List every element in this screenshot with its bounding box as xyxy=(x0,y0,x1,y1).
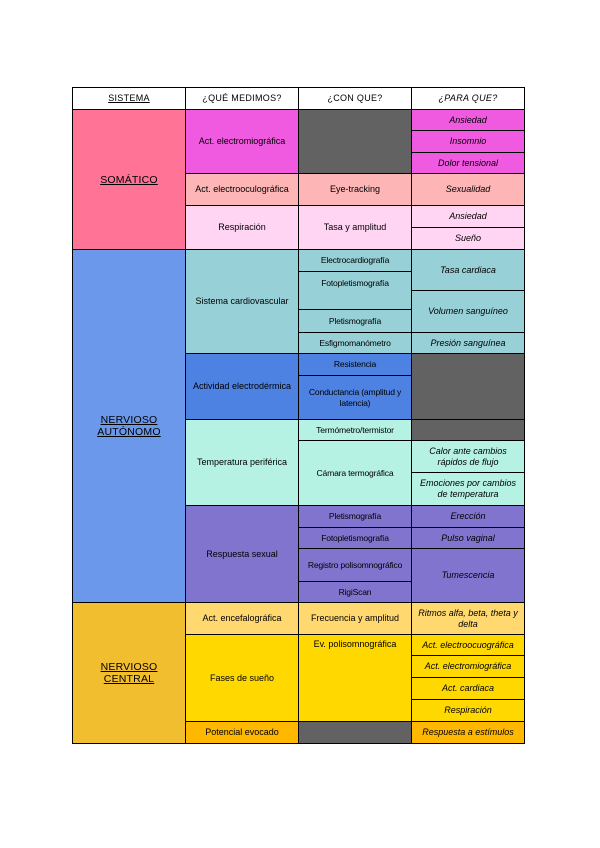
measure-electrodermal: Actividad electrodérmica xyxy=(185,353,299,420)
system-autonomo xyxy=(72,249,186,603)
header-sistema: SISTEMA xyxy=(72,87,186,110)
instrument-sphygmomanometer: Esfigmomanómetro xyxy=(298,332,412,354)
measure-eeg: Act. encefalográfica xyxy=(185,602,299,635)
measure-cardiovascular: Sistema cardiovascular xyxy=(185,249,299,354)
instrument-thermometer: Termómetro/termistor xyxy=(298,419,412,441)
instrument-frequency-amplitude: Frecuencia y amplitud xyxy=(298,602,412,635)
instrument-plethysmography: Pletismografía xyxy=(298,309,412,333)
system-central-line1: NERVIOSO xyxy=(100,661,158,673)
classification-table xyxy=(73,88,525,744)
purpose-ansiedad-resp: Ansiedad xyxy=(411,205,525,228)
instrument-conductance: Conductancia (amplitud y latencia) xyxy=(298,375,412,420)
measure-sexual-response: Respuesta sexual xyxy=(185,505,299,603)
header-con-que: ¿CON QUE? xyxy=(298,87,412,110)
purpose-sueno: Sueño xyxy=(411,227,525,250)
purpose-tumescence: Tumescencia xyxy=(411,548,525,603)
instrument-polysomnographic-eval: Ev. polisomnográfica xyxy=(298,634,412,722)
purpose-blood-pressure: Presión sanguínea xyxy=(411,332,525,354)
purpose-eog: Act. electroocuográfica xyxy=(411,634,525,656)
purpose-empty-eda xyxy=(411,353,525,420)
instrument-rigiscan: RigiScan xyxy=(298,581,412,603)
purpose-vaginal-pulse: Pulso vaginal xyxy=(411,527,525,549)
measure-sleep-phases: Fases de sueño xyxy=(185,634,299,722)
instrument-eye-tracking: Eye-tracking xyxy=(298,173,412,206)
purpose-dolor-tensional: Dolor tensional xyxy=(411,152,525,174)
system-central-line2: CENTRAL xyxy=(103,673,155,685)
purpose-emg: Act. electromiográfica xyxy=(411,655,525,678)
purpose-erection: Erección xyxy=(411,505,525,528)
instrument-empty-evoked xyxy=(298,721,412,744)
system-autonomo-line1: NERVIOSO xyxy=(100,414,158,426)
measure-respiration: Respiración xyxy=(185,205,299,250)
measure-evoked-potential: Potencial evocado xyxy=(185,721,299,744)
purpose-heat-flow: Calor ante cambios rápidos de flujo xyxy=(411,440,525,473)
purpose-brain-rhythms: Ritmos alfa, beta, theta y delta xyxy=(411,602,525,635)
system-autonomo-line2: AUTÓNOMO xyxy=(97,426,161,438)
purpose-insomnio: Insomnio xyxy=(411,130,525,153)
instrument-ppg-sexual: Fotopletismografía xyxy=(298,527,412,549)
instrument-resistance: Resistencia xyxy=(298,353,412,376)
purpose-cardiac: Act. cardiaca xyxy=(411,677,525,700)
system-central xyxy=(72,602,186,744)
purpose-emotions-temperature: Emociones por cambios de temperatura xyxy=(411,472,525,506)
system-somatico: SOMÁTICO xyxy=(72,109,186,250)
instrument-ppg: Fotopletismografía xyxy=(298,271,412,310)
purpose-stimulus-response: Respuesta a estímulos xyxy=(411,721,525,744)
instrument-polysomnographic-record: Registro polisomnográfico xyxy=(298,548,412,582)
header-para-que: ¿PARA QUE? xyxy=(411,87,525,110)
purpose-ansiedad: Ansiedad xyxy=(411,109,525,131)
purpose-respiration: Respiración xyxy=(411,699,525,722)
header-que-medimos: ¿QUÉ MEDIMOS? xyxy=(185,87,299,110)
purpose-blood-volume: Volumen sanguíneo xyxy=(411,290,525,333)
purpose-heart-rate: Tasa cardiaca xyxy=(411,249,525,291)
instrument-ecg: Electrocardiografía xyxy=(298,249,412,272)
purpose-empty-thermometer xyxy=(411,419,525,441)
measure-temperature: Temperatura periférica xyxy=(185,419,299,506)
instrument-thermal-camera: Cámara termográfica xyxy=(298,440,412,506)
measure-emg: Act. electromiográfica xyxy=(185,109,299,174)
instrument-plethysmography-sexual: Pletismografía xyxy=(298,505,412,528)
instrument-tasa-amplitud: Tasa y amplitud xyxy=(298,205,412,250)
purpose-sexualidad: Sexualidad xyxy=(411,173,525,206)
instrument-empty-emg xyxy=(298,109,412,174)
measure-eog: Act. electrooculográfica xyxy=(185,173,299,206)
